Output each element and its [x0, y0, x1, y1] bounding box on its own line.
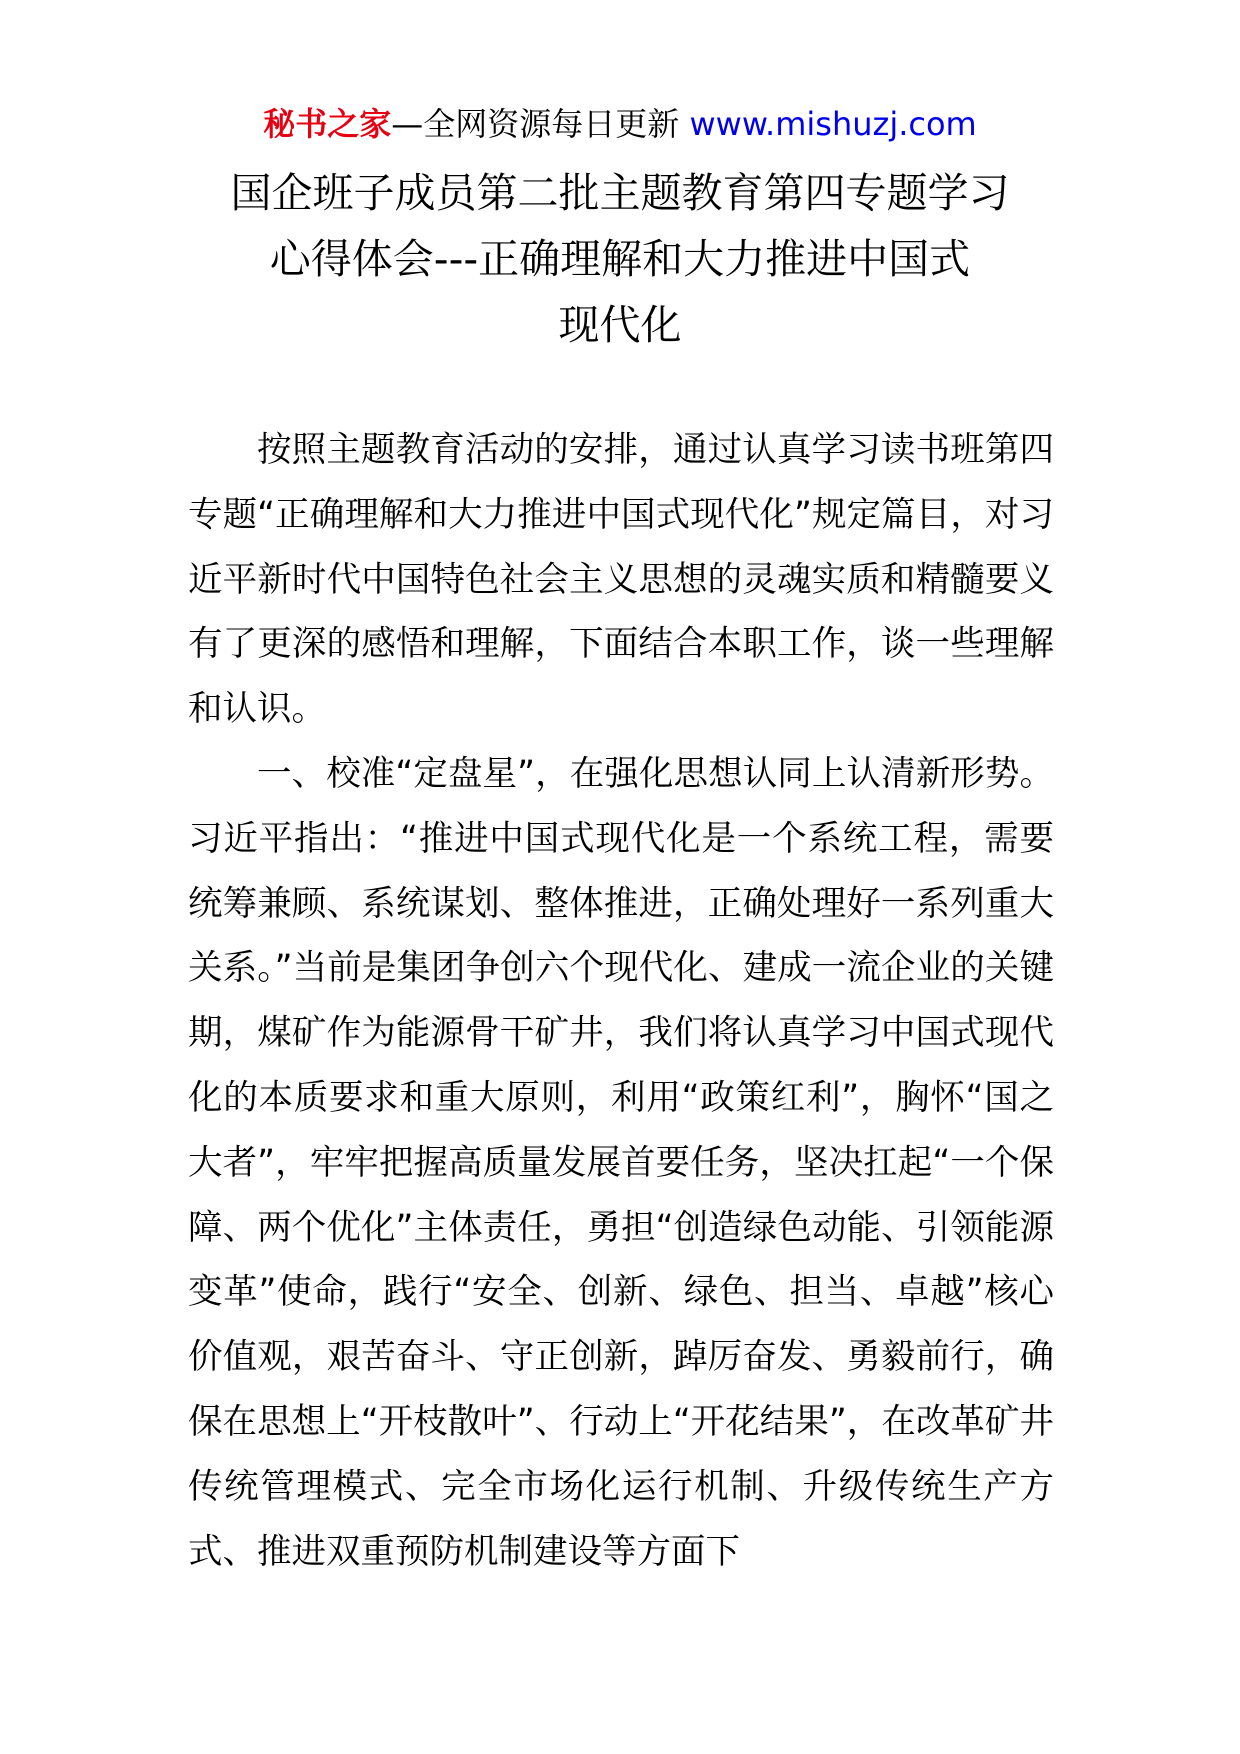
site-header [0, 102, 1240, 146]
title-line-3: 现代化 [558, 301, 682, 349]
site-url-link[interactable]: www.mishuzj.com [689, 105, 977, 143]
document-title [0, 160, 1240, 358]
site-brand: 秘书之家 [263, 105, 392, 143]
document-body [188, 418, 1054, 1584]
site-slogan: —全网资源每日更新 [391, 105, 680, 143]
title-line-2: 心得体会---正确理解和大力推进中国式 [269, 235, 971, 283]
title-line-1: 国企班子成员第二批主题教育第四专题学习 [230, 169, 1010, 217]
paragraph-intro: 按照主题教育活动的安排，通过认真学习读书班第四专题“正确理解和大力推进中国式现代化”规定篇目，对习近平新时代中国特色社会主义思想的灵魂实质和精髓要义有了更深的感悟和理解，下面结合本职工作，谈一些理解和认识。 [188, 430, 1054, 730]
paragraph-section-1: 一、校准“定盘星”，在强化思想认同上认清新形势。习近平指出：“推进中国式现代化是一个系统工程，需要统筹兼顾、系统谋划、整体推进，正确处理好一系列重大关系。”当前是集团争创六个现代化、建成一流企业的关键期，煤矿作为能源骨干矿井，我们将认真学习中国式现代化的本质要求和重大原则，利用“政策红利”，胸怀“国之大者”，牢牢把握高质量发展首要任务，坚决扛起“一个保障、两个优化”主体责任，勇担“创造绿色动能、引领能源变革”使命，践行“安全、创新、绿色、担当、卓越”核心价值观，艰苦奋斗、守正创新，踔厉奋发、勇毅前行，确保在思想上“开枝散叶”、行动上“开花结果”，在改革矿井传统管理模式、完全市场化运行机制、升级传统生产方式、推进双重预防机制建设等方面下 [188, 753, 1054, 1572]
